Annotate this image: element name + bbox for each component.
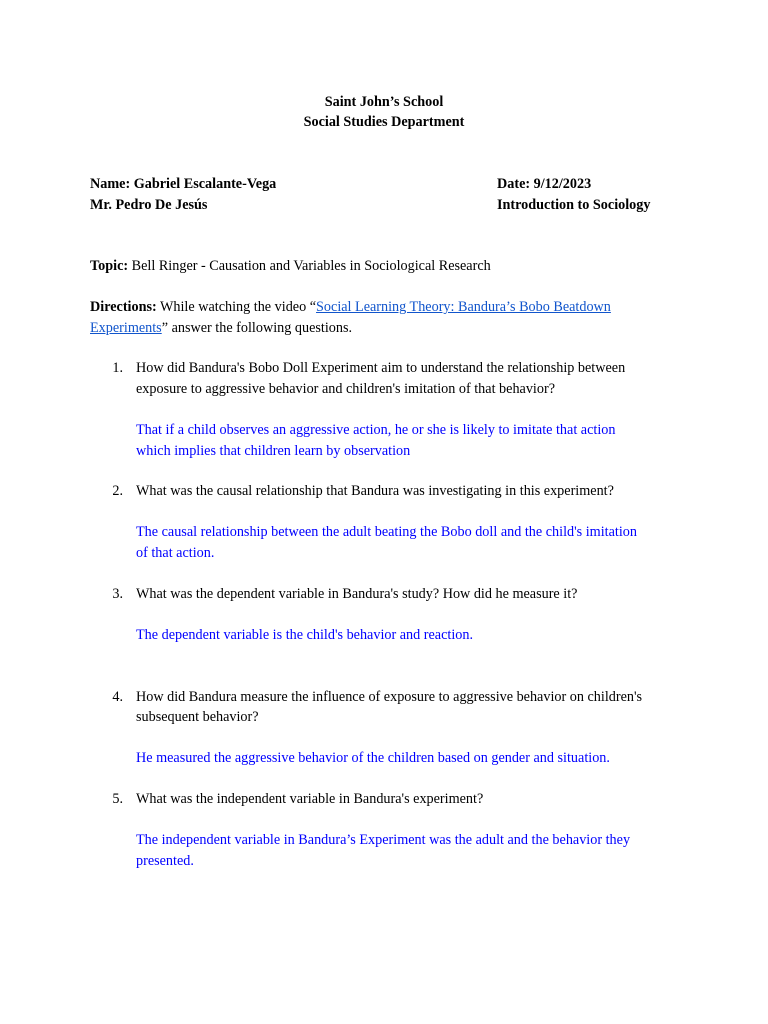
question-number: 3.: [112, 586, 123, 602]
question-number: 4.: [112, 689, 123, 705]
question-number: 2.: [112, 483, 123, 499]
question-text: subsequent behavior?: [136, 709, 259, 725]
answer-text: which implies that children learn by observation: [136, 443, 411, 459]
date-value: 9/12/2023: [533, 176, 592, 192]
answer-text: presented.: [136, 853, 194, 869]
video-link-continued[interactable]: Experiments: [90, 320, 162, 336]
teacher-name: Mr. Pedro De Jesús: [90, 197, 208, 213]
question-text: exposure to aggressive behavior and children's imitation of that behavior?: [136, 381, 555, 397]
directions-text-after: ” answer the following questions.: [161, 320, 353, 336]
answer-text: of that action.: [136, 545, 215, 561]
answer-text: The causal relationship between the adult beating the Bobo doll and the child's imitation: [136, 524, 637, 540]
answer-text: That if a child observes an aggressive action, he or she is likely to imitate that action: [136, 422, 616, 438]
question-text: How did Bandura's Bobo Doll Experiment aim to understand the relationship between: [136, 360, 626, 376]
question-text: What was the dependent variable in Bandura's study? How did he measure it?: [136, 586, 578, 602]
question-number: 1.: [112, 360, 123, 376]
topic-text: Bell Ringer - Causation and Variables in Sociological Research: [128, 258, 491, 274]
question-text: How did Bandura measure the influence of exposure to aggressive behavior on children's: [136, 689, 643, 705]
topic-line: [90, 256, 491, 277]
department-name: Social Studies Department: [303, 114, 465, 130]
directions-text: While watching the video “: [156, 299, 317, 315]
answer-text: He measured the aggressive behavior of the children based on gender and situation.: [136, 750, 610, 766]
question-number: 5.: [112, 791, 123, 807]
student-name-line: [90, 174, 276, 195]
answer-text: The dependent variable is the child's behavior and reaction.: [136, 627, 474, 643]
directions-label: Directions:: [90, 299, 157, 315]
topic-label: Topic:: [90, 258, 129, 274]
name-value: Gabriel Escalante-Vega: [133, 176, 277, 192]
school-name: Saint John’s School: [324, 94, 444, 110]
video-link[interactable]: Social Learning Theory: Bandura’s Bobo Beatdown: [316, 299, 611, 315]
question-text: What was the causal relationship that Bandura was investigating in this experiment?: [136, 483, 614, 499]
date-line: [497, 174, 591, 195]
directions-line-1: [90, 297, 611, 318]
course-name: Introduction to Sociology: [497, 197, 651, 213]
directions-line-2: [90, 318, 352, 339]
date-label: Date:: [497, 176, 531, 192]
answer-text: The independent variable in Bandura’s Experiment was the adult and the behavior they: [136, 832, 631, 848]
question-text: What was the independent variable in Bandura's experiment?: [136, 791, 484, 807]
name-label: Name:: [90, 176, 131, 192]
